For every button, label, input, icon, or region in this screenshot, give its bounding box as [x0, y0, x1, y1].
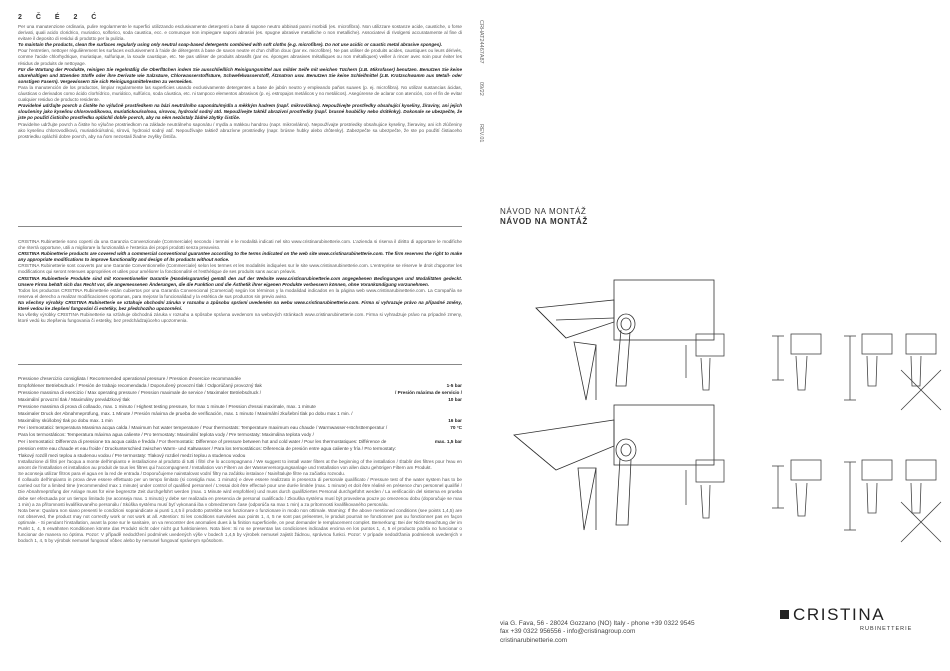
spec-label: Per i termostatici: temperatura Massima acqua calda / Maximum hot water temperature / Pour thermostats: Temperature maximum eau chaude / Warmwasser-Höchsttemperatur / Para los termostáticos: Temperatura máxima agua caliente / Pro termostaty: Maximální teplota vody / Pre termostaty: Maximálna teplota vody /: [18, 425, 388, 437]
maintenance-fr: Pour l'entretien, nettoyer régulièrement les surfaces exclusivement à l'aide de détergents à base de savon neutre et d'un chiffon doux (par ex. microfibre). Ne pas utiliser de produits acides, caustiques ou leurs dérivés, comme l'acide chlorhydrique, muriatique, sulfurique, la soude caustique, etc. Ne pas utiliser de produits abrasifs (par ex. éponges abrasives métalliques ou non métalliques) veiller à rincer avec soin pour éviter les résidus de produits de nettoyage.: [18, 48, 462, 66]
wall-plate-top: [614, 280, 714, 340]
warranty-de: CRISTINA Rubinetterie Produkte sind mit Konventioneller Garantie (Handelsgarantie) gemäß den auf der Website www.cristinarubinetterie.com angegebenen Bedingungen und Modalitäten gedeckt. Unsere Firma behält sich das Recht vor, die angemessenen Änderungen, die die Funktion und die Ästhetik ihrer eigenen Produkte verbessern können, ohne Vorankündigung vorzunehmen.: [18, 275, 462, 287]
warranty-sk: Na všetky výrobky CRISTINA Rubinetterie sa vzťahuje obchodná záruka v rozsahu a spôsobe správna uvedenom na webových stránkach www.cristinarubinetterie.com. Firma si vyhradzuje právo na prípadné zmeny, ktoré vedú ku zlepšeniu fungovania či estetiky, bez predchádzajúceho upozornenia.: [18, 312, 462, 324]
maintenance-en: To maintain the products, clean the surfaces regularly using only neutral soap-based detergents combined with soft cloths (e.g. microfibre). Do not use acidic or caustic metal abrasive sponges).: [18, 42, 443, 48]
warranty-en: CRISTINA Rubinetterie products are covered with a commercial conventional guarantee according to the terms indicated on the web site www.cristinarubinetterie.com. The firm reserves the right to make any appropriate modifications to improve functionality and design of its products without notice.: [18, 251, 462, 263]
spec-label: Pressione massima di esercizio / Max operating pressure / Pression maximale de service / Maximaler Betriebsdruck /: [18, 390, 262, 395]
spec-row: [18, 389, 462, 396]
filter-note-2: Se aconseja utilizar filtros para el agua en la red de entrada / Doporučujeme nainstalovat vodní filtry na začátku instalace / Nainštalujte filtre na začiatku rozvodu.: [18, 471, 346, 477]
company-address: [500, 620, 695, 645]
doc-code: CRHAT24467A87: [478, 20, 484, 64]
doc-date: 09/22: [478, 82, 484, 96]
warranty-cz: Na všechny výrobky CRISTINA Rubinetterie se vztahuje obchodní záruka v rozsahu a způsobu správní uvedeném na webu www.cristinarubinetterie.com. Firma si vyhrazuje právo na případné změny, které vedou ke zlepšení fungování či estetiky, bez předchozího upozornění.: [18, 299, 462, 312]
spec-row: [18, 410, 462, 417]
specs-section: [18, 364, 462, 544]
spec-value: / Presión máxima de servicio /: [395, 390, 462, 395]
spec-label: Per i termostatici: Differenza di pressione tra acqua calda e fredda / For thermostatic: Difference of pressure between hot and cold water / Pour les thermostatiques: Différence de pression entre eau chaude et eau froide / Druckunterschied zwischen Warm- und Kaltwasser / Para los termostáticos: Diferencia de presión entre agua caliente y fría / Pro termostaty: Tlakový rozdíl mezi teplou a studenou vodou / Pre termostaty: Tlakový rozdiel medzi teplou a studenou vodou: [18, 439, 397, 458]
warranty-es: Todos los productos CRISTINA Rubinetterie están cubiertos por una Garantía Convencional (Comercial) según los términos y la modalidad indicados en la página web www.cristinarubinetterie.com. La Compañía se reserva el derecho a realizar modificaciones oportunas, para mejorar la funcionalidad y la estética de sus productos sin previo aviso.: [18, 287, 462, 299]
side-code-strip: [474, 20, 484, 210]
spec-label: Maximálny skúšobný tlak po dobu max. 1 min: [18, 418, 113, 423]
spec-row: [18, 424, 462, 438]
maintenance-it: Per una manutenzione ordinaria, pulire regolarmente le superfici utilizzando esclusivamente detergenti a base di sapone neutro abbinati panni morbidi (es. microfibra). Non utilizzare sostanze acide, caustiche, o forse derivati, quali acido cloridrico, muriatico, solforico, soda caustica, ecc. e comunque non impiegare saponi abrasivi (es. spugne abrasive metalliche o non metalliche). Associatevi di rivolgersi accuratamente al fine di evitare il deposito di residui di prodotto per la pulizia.: [18, 24, 462, 42]
maintenance-section: [18, 14, 462, 140]
spec-label: Pressione massima di prova di collaudo, max. 1 minuto / Highest testing pressure, for max 1 minute / Pression d'essai maximale, max. 1 minute: [18, 404, 316, 409]
spec-row: [18, 438, 462, 459]
logo-square-icon: [780, 610, 789, 619]
test-note: Il collaudo dell'impianto in prova deve essere effettuato per un tempo limitato (si consiglia max. 1 minuto) e deve essere realizzato in presenza di personale qualificato / Pressure test of the water system has to be carried out for a limited time (recommended max 1 minute) under control of qualified personnel / L'essai doit être effectué pour une durée limitée (max. 1 minute) et doit être réalisé en présence d'un personnel qualifié / Die Abnahmeprüfung der Anlage muss für eine begrenzte Zeit durchgeführt werden (max. 1 Minute wird empfohlen) und muss durch qualifiziertes Personal durchgeführt werden / La verificación del sistema en prueba debe ser efectuada por un tiempo limitado (se aconseja max. 1 minuto) y debe ser realizada en presencia de personal cualificado / Zkouška systému musí být provedena pouze po omezenou dobu (doporučuje se max 1 min) a za přítomnosti kvalifikovaného personálu / Skúška systému musí byť vykonaná iba v obmedzenom čase (odporúča sa max 1 min) a za prítomnosti kvalifikovaného personálu.: [18, 477, 462, 507]
spec-label: Maximální provozní tlak / Maximálny prevádzkový tlak: [18, 397, 130, 402]
spec-row: [18, 375, 462, 382]
spec-value: 10 bar: [448, 397, 462, 402]
brand-name: CRISTINA: [793, 605, 886, 624]
spec-value: max. 1,5 bar: [434, 439, 462, 444]
spec-value: 16 bar: [448, 418, 462, 423]
warning-note: Nota bene: Qualora non siano presenti le condizioni sopraindicate ai punti 1,4,5 il prodotto potrebbe non funzionare o funzionare in modo non ottimale. Warning: If the above mentioned conditions (see points 1,4,5) are not observed, the product may not correctly work or not work at all. Attention: Si les conditions susvisées aux points 1, 4, 5 ne sont pas présentes, le produit pourrait ne fonctionner pas ou fonctionner pas en façon optimale. - Si pendant l'installation, avant la pose sur le sanitaire, on va rencontrer des anomalies dues à la finition superficielle, on peut demander le remplacement complet. Bemerkung: Bei der Nicht-Beachtung der im Punkt 1, 4, 5 erwähnten Konditionen könnte das Produkt nicht oder nicht gut funktionieren. Nota bien: Si no se presentan las condiciones indicadas encima en los puntos 1, 4, 5 el producto podría no funcionar o funcionar de manera no óptima. Pozor: V případě nedodržení podmínek uvedených výše v bodech 1,4,5 by výrobek nemusel zajistit žádnou, správnou funkci. Pozor: V prípade nedodržania podmienok uvedených v bodoch 1, 4, 5 by výrobok nemusel fungovať vôbec alebo by nemusel fungovať správnym spôsobom.: [18, 507, 462, 544]
spec-value: 1-5 bar: [446, 383, 462, 388]
spec-value: 70 °C: [450, 425, 462, 430]
title-line-1: NÁVOD NA MONTÁŽ: [500, 207, 587, 216]
maintenance-sk: Pravidelne udržujte povrch a čistite ho výlučne prostriedkom na základe neutrálneho saponátu / mydla a mäkkou handrou (napr. mikrovlákno). Nepoužívajte prostriedky obsahujúce kyseliny, žieraviny, ani ich zlúčeniny ako kyselinu chlorovodíkovú, muriatickú/solnú, sírovú, hydroxid sodný atď. Nepoužívajte taktiež abrazívne prostriedky (napr. brúsne hubky alebo drôtenky). Zabezpečte sa ubezpečte, že ste po použití čistiaceho prostriedku opláchli dobre povrch, aby na ňom nezostali žiadne zvyšky čističa.: [18, 121, 462, 139]
maintenance-es: Para la manutención de los productos, limpiar regularmente las superficies usando exclusivamente detergentes a base de jabón neutro y empleando paños suaves (p. ej. microfibra). No utilizar sustancias ácidas, cáusticas o derivados como ácido clorhídrico, muriático, sulfúrico, soda cáustica, etc. ni tampoco elementos abrasivos (p. ej. estropajos metálicos y no metálicos). Asegúrense de aclarar con atención, con el fin de evitar cualquier residuo de producto residente.: [18, 84, 462, 103]
page-title: [500, 207, 588, 227]
warranty-fr: CRISTINA Rubinetterie sont couverts par une Garantie Conventionnelle (Commerciale) selon les termes et les modalités indiquées sur le site www.cristinarubinetterie.com. L'entreprise se réserve le droit d'apporter les modifications qui seront retenues appropriées et utiles pour améliorer la fonctionnalité et l'esthétique de ses produits sans aucun préavis.: [18, 263, 462, 275]
brand-sub: RUBINETTERIE: [860, 626, 913, 632]
address-line-3: cristinarubinetterie.com: [500, 636, 568, 644]
spec-row: [18, 396, 462, 403]
spec-label: Pressione d'esercizio consigliata / Recommended operational pressure / Pression d'exercice recommandée: [18, 376, 241, 381]
installation-drawing: [496, 240, 946, 580]
spec-row: [18, 417, 462, 424]
maintenance-de: Für die Wartung der Produkte, reinigen Sie regelmäßig die Oberflächen indem Sie ausschließlich Reinigungsmittel aus milder Seife mit weichen Tüchern (z.B. Mikrofaser) benutzen. Benutzen Sie keine säurehaltigen und ätzenden Stoffe oder ihre Derivate wie Salzsäure, Chlorwasserstoffsäure, Schwefelwasserstoff, Ätznatron usw. Benutzen Sie keine Schleifmittel (z.B. Kratzschwamm aus Metall- oder sonstigen Fasern). Vergewissern Sie sich Reinigungsmittelresten zu vermeiden.: [18, 66, 462, 84]
spec-row: [18, 382, 462, 389]
address-line-2: fax +39 0322 956556 - info@cristinagroup.com: [500, 628, 636, 636]
wall-plate-bottom: [614, 405, 714, 465]
section-heading: 2 Č É 2 Ć: [18, 14, 103, 21]
warranty-section: [18, 226, 462, 324]
warranty-it: CRISTINA Rubinetterie sono coperti da una Garanzia Convenzionale (Commerciale) secondo i termini e le modalità indicati nel sito www.cristinarubinetterie.com. L'azienda si riserva il diritto di apportare le modifiche che riterrà opportune, utili a migliorare la funzionalità e l'estetica dei propri prodotti senza preavviso.: [18, 239, 462, 251]
address-line-1: via G. Fava, 56 - 28024 Gozzano (NO) Italy - phone +39 0322 9545: [500, 620, 695, 627]
spec-label: Empfohlener Betriebsdruck / Presión de trabajo recomendada / Doporučený provozní tlak / Odporúčaný provozný tlak: [18, 383, 262, 388]
filter-note: Installazione di filtri per l'acqua a monte dell'impianto e installazione al prodotto di tutti i filtri che lo accompagnano / We suggest to install water filters at the beginning of the installation / Établir des filtres pour l'eau en amont de l'installation et installation au produit de tous les filtres qui l'accompagnent / Installation von Filtern an der Wasserversorgungsanlage und Installation von allen dazu gehörigen Filtern am Produkt.: [18, 459, 462, 471]
doc-rev: REV.01: [478, 124, 484, 143]
spec-label: Maximaler Druck der Abnahmeprüfung, max. 1 Minute / Presión máxima de prueba de verificación, max. 1 minuto / Maximální zkušební tlak po dobu max 1 min. /: [18, 411, 353, 416]
title-line-2: NÁVOD NA MONTÁŽ: [500, 217, 588, 226]
maintenance-cz: Pravidelné udržujte povrch a čistěte ho výlučně prostředkem na bázi neutrálního saponátu/mýdla a měkkým hadrem (např. mikrovlákno). Nepoužívejte prostředky obsahující kyseliny, žíraviny, ani jejich sloučeniny jako kyselinu chlorovodíkovou, muriatickou/solnou, sírovou, hydroxid sodný atd. Nepoužívejte taktéž abrazivní prostředky (např. brusné houbičky nebo drátěnky). Dokonale se ubezpečte, že jste po použití čisticího prostředku opláchli dobře povrch, aby na něm nezůstaly žádné zbytky čističe.: [18, 103, 462, 121]
spec-row: [18, 403, 462, 410]
